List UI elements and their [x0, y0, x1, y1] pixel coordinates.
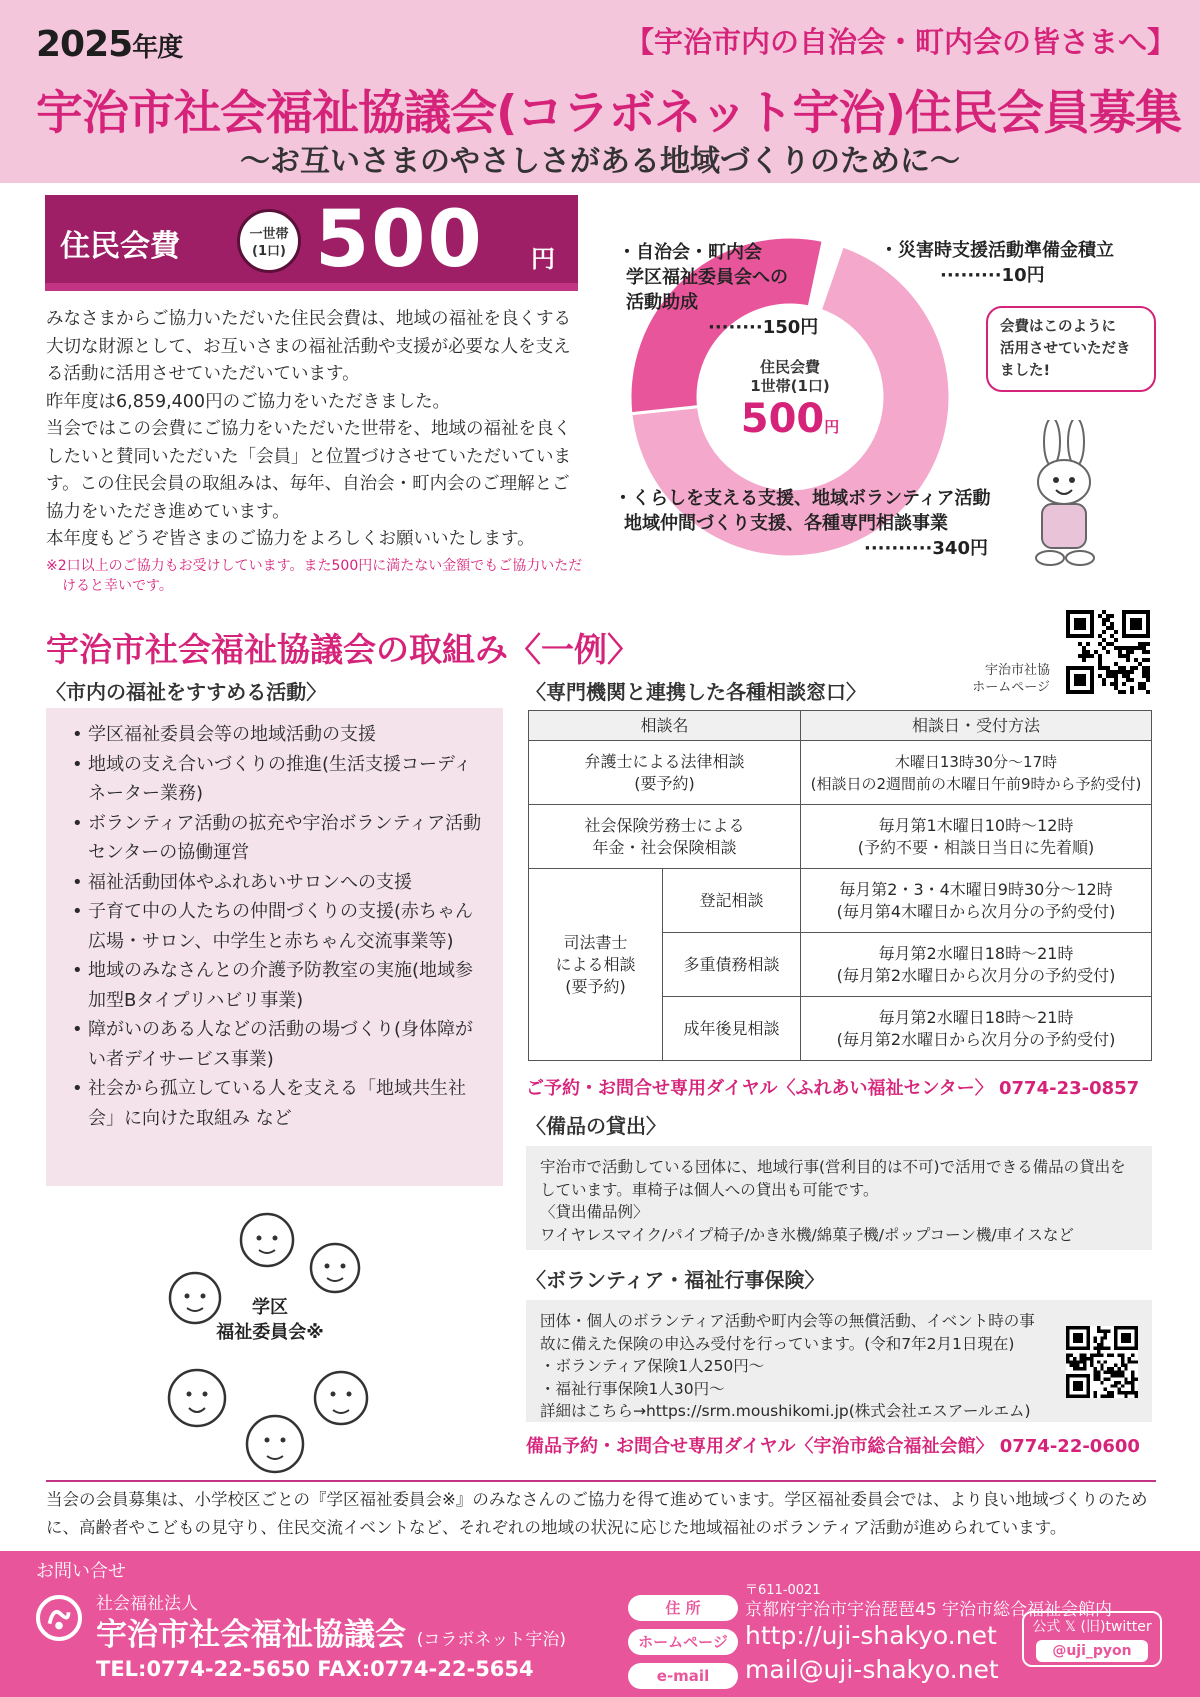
table-row: 成年後見相談 毎月第2水曜日18時〜21時 (毎月第2水曜日から次月分の予約受付) [529, 997, 1152, 1061]
intro-text: みなさまからご協力いただいた住民会費は、地域の福祉を良くする大切な財源として、お互いさまの福祉活動や支援が必要な人を支える活動に活用させていただいています。 昨年度は6,859,400円のご協力をいただきました。 当会ではこの会費にご協力をいただいた世帯を、地域の福祉を良くしたいと賛同いただいた「会員」と位置づけさせていただいています。この住民会員の取組みは、毎年、自治会・町内会のご理解とご協力をいただき進めています。 本年度もどうぞ皆さまのご協力をよろしくお願いいたします。 [46, 309, 571, 549]
page-title: 宇治市社会福祉協議会(コラボネット宇治)住民会員募集 [36, 86, 1181, 141]
equipment-info-box: 宇治市で活動している団体に、地域行事(営利目的は不可)で活用できる備品の貸出をしています。車椅子は個人への貸出も可能です。 〈貸出備品例〉 ワイヤレスマイク/パイプ椅子/かき氷機/綿菓子機/ポップコーン機/車イスなど [526, 1146, 1152, 1250]
tel-fax[interactable]: TEL:0774-22-5650 FAX:0774-22-5654 [96, 1657, 534, 1681]
list-item: • 子育て中の人たちの仲間づくりの支援(赤ちゃん広場・サロン、中学生と赤ちゃん交流事業等) [72, 897, 489, 956]
org-type: 社会福祉法人 [96, 1594, 198, 1614]
list-item: • 社会から孤立している人を支える「地域共生社会」に向けた取組み など [72, 1074, 489, 1133]
committee-label: 学区 福祉委員会※ [216, 1297, 324, 1343]
equipment-heading: 〈備品の貸出〉 [526, 1114, 666, 1138]
table-header: 相談名 [529, 711, 801, 741]
speech-bubble: 会費はこのように 活用させていただき ました! [986, 306, 1156, 392]
list-item: • 学区福祉委員会等の地域活動の支援 [72, 720, 489, 750]
table-row: 弁護士による法律相談 (要予約) 木曜日13時30分〜17時 (相談日の2週間前の木曜日午前9時から予約受付) [529, 741, 1152, 805]
fee-label: 住民会費 [60, 229, 180, 264]
table-row: 社会保険労務士による 年金・社会保険相談 毎月第1木曜日10時〜12時 (予約不要・相談日当日に先着順) [529, 805, 1152, 869]
pie-label-support: ・くらしを支える支援、地域ボランティア活動 地域仲間づくり支援、各種専門相談事業 ··········340円 [614, 488, 991, 559]
equipment-tel[interactable]: 備品予約・お問合せ専用ダイヤル〈宇治市総合福祉会館〉 0774-22-0600 [526, 1436, 1140, 1457]
consult-table [528, 710, 1152, 1061]
pie-label-subsidy: ・自治会・町内会 学区福祉委員会への 活動助成 ········150円 [618, 242, 819, 338]
org-name: 宇治市社会福祉協議会 (コラボネット宇治) [96, 1617, 567, 1653]
list-item: • 地域の支え合いづくりの推進(生活支援コーディネーター業務) [72, 750, 489, 809]
twitter-box[interactable]: 公式 𝕏 (旧)twitter @uji_pyon [1022, 1611, 1162, 1667]
fee-currency: 円 [531, 245, 555, 273]
audience-label: 【宇治市内の自治会・町内会の皆さまへ】 [624, 25, 1176, 59]
fee-banner [45, 195, 578, 291]
address-value: 京都府宇治市宇治琵琶45 宇治市総合福祉会館内 [745, 1600, 1113, 1620]
contact-section [0, 1551, 1200, 1697]
intro-note: ※2口以上のご協力もお受けしています。また500円に満たない金額でもご協力いただけると幸いです。 [46, 558, 583, 594]
contact-label: お問い合せ [36, 1561, 126, 1582]
organization-logo-icon [36, 1595, 82, 1641]
donut-center-label: 住民会費 1世帯(1口) [750, 358, 830, 395]
fee-unit-badge: 一世帯 (1口) [237, 209, 301, 273]
header-banner [0, 0, 1200, 183]
table-row: 司法書士 による相談 (要予約) 登記相談 毎月第2・3・4木曜日9時30分〜12時 (毎月第4木曜日から次月分の予約受付) [529, 869, 1152, 933]
insurance-info-box: 団体・個人のボランティア活動や町内会等の無償活動、イベント時の事故に備えた保険の申込み受付を行っています。(令和7年2月1日現在) ・ボランティア保険1人250円〜 ・福祉行事保険1人30円〜 詳細はこちら→https://srm.moushikomi.jp(株式会社エスアールエム) [526, 1300, 1152, 1422]
postal-code: 〒611-0021 [745, 1583, 821, 1598]
homepage-link[interactable]: http://uji-shakyo.net [745, 1621, 997, 1650]
insurance-heading: 〈ボランティア・福祉行事保険〉 [526, 1268, 825, 1292]
email-link[interactable]: mail@uji-shakyo.net [745, 1655, 999, 1684]
rabbit-mascot-icon [1010, 420, 1120, 570]
efforts-title: 宇治市社会福祉協議会の取組み〈一例〉 [46, 630, 640, 669]
insurance-qr-code-icon[interactable] [1066, 1326, 1138, 1398]
activities-list [46, 708, 503, 1186]
twitter-handle[interactable]: @uji_pyon [1036, 1640, 1148, 1662]
homepage-qr-code-icon[interactable] [1066, 610, 1150, 694]
table-header: 相談日・受付方法 [801, 711, 1152, 741]
year-label: 2025年度 [36, 24, 183, 65]
address-pill: 住 所 [628, 1595, 738, 1621]
fee-amount: 500 [315, 195, 484, 285]
qr-caption: 宇治市社協 ホームページ [972, 663, 1050, 695]
list-item: • 地域のみなさんとの介護予防教室の実施(地域参加型Bタイプリハビリ事業) [72, 956, 489, 1015]
activities-heading: 〈市内の福祉をすすめる活動〉 [46, 680, 327, 704]
homepage-pill: ホームページ [628, 1629, 738, 1655]
pie-label-disaster: ・災害時支援活動準備金積立 ·········10円 [880, 240, 1114, 286]
footer-description: 当会の会員募集は、小学校区ごとの『学区福祉委員会※』のみなさんのご協力を得て進めています。学区福祉委員会では、より良い地域づくりのために、高齢者やこどもの見守り、住民交流イベントなど、それぞれの地域の状況に応じた地域福祉のボランティア活動が進められています。 [46, 1480, 1156, 1542]
donut-center-amount: 500円 [740, 396, 840, 442]
consult-tel[interactable]: ご予約・お問合せ専用ダイヤル〈ふれあい福祉センター〉 0774-23-0857 [526, 1078, 1140, 1099]
email-pill: e-mail [628, 1663, 738, 1689]
list-item: • 障がいのある人などの活動の場づくり(身体障がい者デイサービス事業) [72, 1015, 489, 1074]
page-subtitle: 〜お互いさまのやさしさがある地域づくりのために〜 [240, 144, 960, 179]
list-item: • ボランティア活動の拡充や宇治ボランティア活動センターの協働運営 [72, 809, 489, 868]
list-item: • 福祉活動団体やふれあいサロンへの支援 [72, 868, 489, 898]
table-row: 多重債務相談 毎月第2水曜日18時〜21時 (毎月第2水曜日から次月分の予約受付) [529, 933, 1152, 997]
consult-heading: 〈専門機関と連携した各種相談窓口〉 [526, 680, 866, 704]
